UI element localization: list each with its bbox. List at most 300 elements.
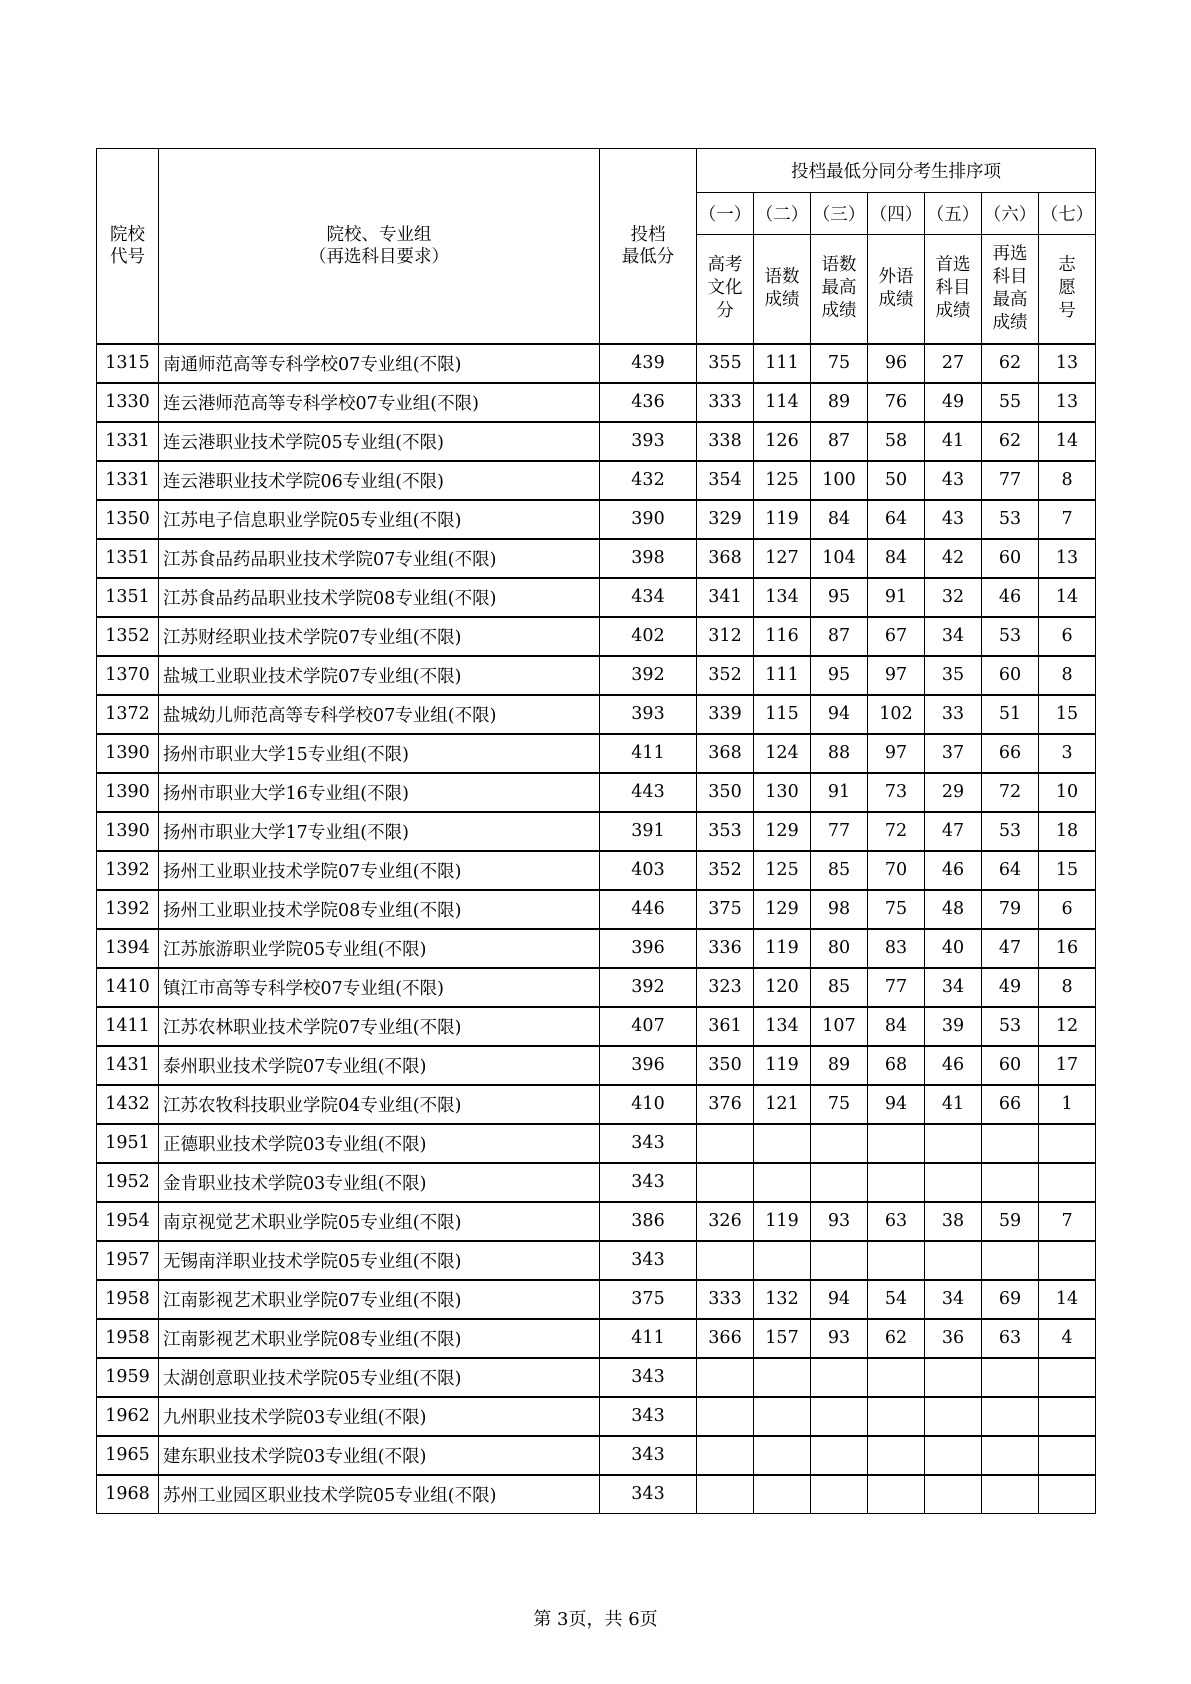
chinese-math-score-cell [754, 1475, 811, 1514]
school-code-cell: 1330 [97, 383, 159, 422]
min-score-cell: 343 [600, 1241, 697, 1280]
school-code-cell: 1957 [97, 1241, 159, 1280]
second-subject-max-cell: 66 [982, 734, 1039, 773]
second-subject-max-cell: 53 [982, 500, 1039, 539]
culture-score-cell: 368 [697, 539, 754, 578]
first-subject-score-cell: 49 [925, 383, 982, 422]
table-row [97, 1202, 1096, 1241]
school-group-name-cell: 盐城工业职业技术学院07专业组(不限) [159, 656, 600, 695]
culture-score-cell [697, 1436, 754, 1475]
chinese-math-max-cell: 75 [811, 1085, 868, 1124]
school-group-name-cell: 扬州工业职业技术学院08专业组(不限) [159, 890, 600, 929]
table-row [97, 1397, 1096, 1436]
table-row [97, 539, 1096, 578]
second-subject-max-cell: 62 [982, 422, 1039, 461]
page-number: 第 3页，共 6页 [533, 1609, 658, 1630]
foreign-language-score-cell: 68 [868, 1046, 925, 1085]
chinese-math-max-cell [811, 1163, 868, 1202]
school-code-cell: 1390 [97, 734, 159, 773]
choice-number-cell: 13 [1039, 539, 1096, 578]
school-code-cell: 1410 [97, 968, 159, 1007]
second-subject-max-cell [982, 1163, 1039, 1202]
min-score-cell: 392 [600, 656, 697, 695]
chinese-math-max-cell: 94 [811, 695, 868, 734]
school-group-name-cell: 扬州市职业大学17专业组(不限) [159, 812, 600, 851]
foreign-language-score-cell: 102 [868, 695, 925, 734]
table-row [97, 1319, 1096, 1358]
table-row [97, 383, 1096, 422]
min-score-cell: 343 [600, 1124, 697, 1163]
culture-score-cell: 354 [697, 461, 754, 500]
choice-number-cell: 14 [1039, 422, 1096, 461]
school-code-cell: 1370 [97, 656, 159, 695]
chinese-math-score-cell: 129 [754, 812, 811, 851]
school-code-cell: 1390 [97, 773, 159, 812]
code-header: 院校 代号 [97, 149, 159, 344]
chinese-math-max-cell: 88 [811, 734, 868, 773]
item-label: 志 愿 号 [1039, 235, 1096, 344]
chinese-math-score-cell: 129 [754, 890, 811, 929]
culture-score-cell [697, 1124, 754, 1163]
culture-score-cell: 339 [697, 695, 754, 734]
table-row [97, 500, 1096, 539]
first-subject-score-cell: 42 [925, 539, 982, 578]
table-row [97, 929, 1096, 968]
first-subject-score-cell: 40 [925, 929, 982, 968]
school-group-name-cell: 盐城幼儿师范高等专科学校07专业组(不限) [159, 695, 600, 734]
choice-number-cell: 13 [1039, 383, 1096, 422]
foreign-language-score-cell: 72 [868, 812, 925, 851]
school-group-name-cell: 九州职业技术学院03专业组(不限) [159, 1397, 600, 1436]
choice-number-cell: 16 [1039, 929, 1096, 968]
second-subject-max-cell: 51 [982, 695, 1039, 734]
table-row [97, 773, 1096, 812]
chinese-math-max-cell: 87 [811, 422, 868, 461]
second-subject-max-cell: 46 [982, 578, 1039, 617]
chinese-math-max-cell: 98 [811, 890, 868, 929]
school-group-name-cell: 南京视觉艺术职业学院05专业组(不限) [159, 1202, 600, 1241]
culture-score-cell: 350 [697, 773, 754, 812]
school-group-name-cell: 江苏食品药品职业技术学院07专业组(不限) [159, 539, 600, 578]
choice-number-cell: 17 [1039, 1046, 1096, 1085]
choice-number-cell: 14 [1039, 578, 1096, 617]
foreign-language-score-cell [868, 1163, 925, 1202]
table-row [97, 734, 1096, 773]
foreign-language-score-cell [868, 1358, 925, 1397]
item-label: 再选 科目 最高 成绩 [982, 235, 1039, 344]
first-subject-score-cell: 37 [925, 734, 982, 773]
foreign-language-score-cell: 62 [868, 1319, 925, 1358]
table-row [97, 422, 1096, 461]
first-subject-score-cell: 38 [925, 1202, 982, 1241]
culture-score-cell: 329 [697, 500, 754, 539]
chinese-math-score-cell: 130 [754, 773, 811, 812]
chinese-math-max-cell: 93 [811, 1319, 868, 1358]
chinese-math-max-cell [811, 1358, 868, 1397]
school-code-cell: 1392 [97, 851, 159, 890]
chinese-math-max-cell: 89 [811, 1046, 868, 1085]
order-label: （二） [754, 193, 811, 235]
min-score-cell: 398 [600, 539, 697, 578]
chinese-math-max-cell [811, 1241, 868, 1280]
min-score-cell: 439 [600, 344, 697, 383]
chinese-math-max-cell: 85 [811, 851, 868, 890]
chinese-math-max-cell: 104 [811, 539, 868, 578]
chinese-math-score-cell: 111 [754, 656, 811, 695]
choice-number-cell: 6 [1039, 617, 1096, 656]
foreign-language-score-cell [868, 1436, 925, 1475]
table-row [97, 656, 1096, 695]
second-subject-max-cell: 63 [982, 1319, 1039, 1358]
order-label: （五） [925, 193, 982, 235]
culture-score-cell: 368 [697, 734, 754, 773]
table-row [97, 695, 1096, 734]
culture-score-cell: 341 [697, 578, 754, 617]
foreign-language-score-cell: 77 [868, 968, 925, 1007]
school-group-name-cell: 江苏旅游职业学院05专业组(不限) [159, 929, 600, 968]
school-group-name-cell: 江苏财经职业技术学院07专业组(不限) [159, 617, 600, 656]
table-row [97, 1436, 1096, 1475]
table-body [97, 344, 1096, 1514]
school-group-name-cell: 苏州工业园区职业技术学院05专业组(不限) [159, 1475, 600, 1514]
choice-number-cell: 14 [1039, 1280, 1096, 1319]
school-code-cell: 1952 [97, 1163, 159, 1202]
chinese-math-max-cell [811, 1475, 868, 1514]
culture-score-cell: 338 [697, 422, 754, 461]
choice-number-cell [1039, 1436, 1096, 1475]
min-score-cell: 402 [600, 617, 697, 656]
school-group-name-cell: 扬州市职业大学15专业组(不限) [159, 734, 600, 773]
table-row [97, 1124, 1096, 1163]
chinese-math-score-cell [754, 1163, 811, 1202]
chinese-math-score-cell: 116 [754, 617, 811, 656]
foreign-language-score-cell: 96 [868, 344, 925, 383]
school-group-name-cell: 江苏农林职业技术学院07专业组(不限) [159, 1007, 600, 1046]
first-subject-score-cell: 32 [925, 578, 982, 617]
min-score-cell: 443 [600, 773, 697, 812]
school-group-name-cell: 南通师范高等专科学校07专业组(不限) [159, 344, 600, 383]
school-code-cell: 1965 [97, 1436, 159, 1475]
choice-number-cell: 12 [1039, 1007, 1096, 1046]
school-code-cell: 1372 [97, 695, 159, 734]
chinese-math-score-cell: 119 [754, 929, 811, 968]
min-score-cell: 343 [600, 1436, 697, 1475]
choice-number-cell: 4 [1039, 1319, 1096, 1358]
chinese-math-score-cell: 127 [754, 539, 811, 578]
school-group-name-cell: 江苏农牧科技职业学院04专业组(不限) [159, 1085, 600, 1124]
table-row [97, 344, 1096, 383]
culture-score-cell: 353 [697, 812, 754, 851]
chinese-math-score-cell: 119 [754, 500, 811, 539]
school-group-name-cell: 江苏食品药品职业技术学院08专业组(不限) [159, 578, 600, 617]
item-label: 高考 文化 分 [697, 235, 754, 344]
chinese-math-max-cell: 94 [811, 1280, 868, 1319]
first-subject-score-cell: 29 [925, 773, 982, 812]
min-score-cell: 410 [600, 1085, 697, 1124]
choice-number-cell: 18 [1039, 812, 1096, 851]
school-group-name-cell: 连云港师范高等专科学校07专业组(不限) [159, 383, 600, 422]
culture-score-cell: 375 [697, 890, 754, 929]
choice-number-cell [1039, 1241, 1096, 1280]
school-code-cell: 1962 [97, 1397, 159, 1436]
second-subject-max-cell [982, 1397, 1039, 1436]
choice-number-cell: 6 [1039, 890, 1096, 929]
first-subject-score-cell: 46 [925, 1046, 982, 1085]
ranking-header: 投档最低分同分考生排序项 [697, 149, 1096, 193]
school-group-name-cell: 扬州市职业大学16专业组(不限) [159, 773, 600, 812]
school-code-cell: 1352 [97, 617, 159, 656]
foreign-language-score-cell: 83 [868, 929, 925, 968]
chinese-math-max-cell: 93 [811, 1202, 868, 1241]
second-subject-max-cell: 53 [982, 1007, 1039, 1046]
first-subject-score-cell: 47 [925, 812, 982, 851]
item-label: 语数 成绩 [754, 235, 811, 344]
school-code-cell: 1954 [97, 1202, 159, 1241]
second-subject-max-cell: 69 [982, 1280, 1039, 1319]
chinese-math-max-cell: 75 [811, 344, 868, 383]
table-row [97, 1241, 1096, 1280]
chinese-math-max-cell: 77 [811, 812, 868, 851]
school-group-name-cell: 泰州职业技术学院07专业组(不限) [159, 1046, 600, 1085]
min-score-cell: 343 [600, 1163, 697, 1202]
min-score-cell: 432 [600, 461, 697, 500]
chinese-math-max-cell: 95 [811, 578, 868, 617]
choice-number-cell: 7 [1039, 1202, 1096, 1241]
item-label: 语数 最高 成绩 [811, 235, 868, 344]
school-code-cell: 1315 [97, 344, 159, 383]
school-code-cell: 1411 [97, 1007, 159, 1046]
chinese-math-score-cell: 119 [754, 1202, 811, 1241]
school-group-name-cell: 江南影视艺术职业学院07专业组(不限) [159, 1280, 600, 1319]
second-subject-max-cell [982, 1475, 1039, 1514]
chinese-math-score-cell [754, 1436, 811, 1475]
school-code-cell: 1351 [97, 539, 159, 578]
first-subject-score-cell: 35 [925, 656, 982, 695]
min-score-cell: 392 [600, 968, 697, 1007]
school-code-cell: 1959 [97, 1358, 159, 1397]
table-row [97, 851, 1096, 890]
second-subject-max-cell: 60 [982, 1046, 1039, 1085]
item-label: 外语 成绩 [868, 235, 925, 344]
foreign-language-score-cell: 97 [868, 734, 925, 773]
school-code-cell: 1951 [97, 1124, 159, 1163]
choice-number-cell [1039, 1124, 1096, 1163]
culture-score-cell: 336 [697, 929, 754, 968]
order-label: （三） [811, 193, 868, 235]
order-label: （六） [982, 193, 1039, 235]
item-label: 首选 科目 成绩 [925, 235, 982, 344]
table-row [97, 968, 1096, 1007]
choice-number-cell: 15 [1039, 851, 1096, 890]
foreign-language-score-cell: 64 [868, 500, 925, 539]
foreign-language-score-cell: 63 [868, 1202, 925, 1241]
first-subject-score-cell: 27 [925, 344, 982, 383]
chinese-math-score-cell: 114 [754, 383, 811, 422]
second-subject-max-cell: 47 [982, 929, 1039, 968]
school-code-cell: 1350 [97, 500, 159, 539]
second-subject-max-cell: 79 [982, 890, 1039, 929]
culture-score-cell: 361 [697, 1007, 754, 1046]
choice-number-cell [1039, 1397, 1096, 1436]
table-row [97, 1358, 1096, 1397]
min-score-cell: 396 [600, 1046, 697, 1085]
min-score-cell: 436 [600, 383, 697, 422]
culture-score-cell: 352 [697, 656, 754, 695]
choice-number-cell: 7 [1039, 500, 1096, 539]
choice-number-cell: 3 [1039, 734, 1096, 773]
min-score-cell: 391 [600, 812, 697, 851]
chinese-math-max-cell [811, 1436, 868, 1475]
min-score-cell: 386 [600, 1202, 697, 1241]
first-subject-score-cell [925, 1241, 982, 1280]
first-subject-score-cell: 46 [925, 851, 982, 890]
first-subject-score-cell: 34 [925, 617, 982, 656]
first-subject-score-cell [925, 1358, 982, 1397]
choice-number-cell: 8 [1039, 461, 1096, 500]
table-row [97, 1046, 1096, 1085]
foreign-language-score-cell: 54 [868, 1280, 925, 1319]
choice-number-cell [1039, 1358, 1096, 1397]
culture-score-cell: 352 [697, 851, 754, 890]
chinese-math-score-cell: 132 [754, 1280, 811, 1319]
choice-number-cell: 8 [1039, 656, 1096, 695]
order-label: （一） [697, 193, 754, 235]
first-subject-score-cell: 43 [925, 500, 982, 539]
second-subject-max-cell: 66 [982, 1085, 1039, 1124]
chinese-math-score-cell: 111 [754, 344, 811, 383]
table-row [97, 578, 1096, 617]
school-group-name-cell: 连云港职业技术学院05专业组(不限) [159, 422, 600, 461]
school-code-cell: 1958 [97, 1280, 159, 1319]
second-subject-max-cell [982, 1241, 1039, 1280]
chinese-math-max-cell [811, 1397, 868, 1436]
foreign-language-score-cell: 67 [868, 617, 925, 656]
min-score-cell: 393 [600, 695, 697, 734]
school-group-name-cell: 太湖创意职业技术学院05专业组(不限) [159, 1358, 600, 1397]
chinese-math-max-cell [811, 1124, 868, 1163]
chinese-math-max-cell: 84 [811, 500, 868, 539]
first-subject-score-cell [925, 1436, 982, 1475]
table-row [97, 1085, 1096, 1124]
min-score-cell: 396 [600, 929, 697, 968]
school-code-cell: 1331 [97, 461, 159, 500]
school-group-name-cell: 正德职业技术学院03专业组(不限) [159, 1124, 600, 1163]
admission-score-table [96, 148, 1096, 1514]
school-group-name-cell: 无锡南洋职业技术学院05专业组(不限) [159, 1241, 600, 1280]
school-code-cell: 1392 [97, 890, 159, 929]
school-group-name-cell: 建东职业技术学院03专业组(不限) [159, 1436, 600, 1475]
foreign-language-score-cell [868, 1241, 925, 1280]
culture-score-cell: 355 [697, 344, 754, 383]
first-subject-score-cell: 43 [925, 461, 982, 500]
school-code-cell: 1432 [97, 1085, 159, 1124]
culture-score-cell [697, 1397, 754, 1436]
chinese-math-max-cell: 91 [811, 773, 868, 812]
foreign-language-score-cell: 84 [868, 539, 925, 578]
order-label: （四） [868, 193, 925, 235]
min-score-header: 投档 最低分 [600, 149, 697, 344]
culture-score-cell: 312 [697, 617, 754, 656]
chinese-math-score-cell: 121 [754, 1085, 811, 1124]
culture-score-cell: 326 [697, 1202, 754, 1241]
min-score-cell: 375 [600, 1280, 697, 1319]
choice-number-cell [1039, 1475, 1096, 1514]
chinese-math-max-cell: 80 [811, 929, 868, 968]
min-score-cell: 390 [600, 500, 697, 539]
school-code-cell: 1394 [97, 929, 159, 968]
culture-score-cell [697, 1241, 754, 1280]
school-group-name-cell: 连云港职业技术学院06专业组(不限) [159, 461, 600, 500]
first-subject-score-cell [925, 1475, 982, 1514]
second-subject-max-cell: 59 [982, 1202, 1039, 1241]
min-score-cell: 343 [600, 1397, 697, 1436]
culture-score-cell: 366 [697, 1319, 754, 1358]
chinese-math-score-cell: 134 [754, 1007, 811, 1046]
foreign-language-score-cell: 91 [868, 578, 925, 617]
chinese-math-max-cell: 100 [811, 461, 868, 500]
second-subject-max-cell: 49 [982, 968, 1039, 1007]
first-subject-score-cell: 41 [925, 1085, 982, 1124]
culture-score-cell: 323 [697, 968, 754, 1007]
first-subject-score-cell [925, 1124, 982, 1163]
foreign-language-score-cell: 58 [868, 422, 925, 461]
culture-score-cell: 376 [697, 1085, 754, 1124]
culture-score-cell: 333 [697, 1280, 754, 1319]
table-row [97, 461, 1096, 500]
choice-number-cell: 13 [1039, 344, 1096, 383]
first-subject-score-cell: 41 [925, 422, 982, 461]
chinese-math-score-cell: 126 [754, 422, 811, 461]
school-group-name-cell: 金肯职业技术学院03专业组(不限) [159, 1163, 600, 1202]
table-row [97, 1007, 1096, 1046]
second-subject-max-cell: 77 [982, 461, 1039, 500]
table-row [97, 812, 1096, 851]
second-subject-max-cell: 53 [982, 617, 1039, 656]
first-subject-score-cell: 34 [925, 968, 982, 1007]
table-row [97, 617, 1096, 656]
first-subject-score-cell: 36 [925, 1319, 982, 1358]
chinese-math-score-cell: 124 [754, 734, 811, 773]
chinese-math-max-cell: 85 [811, 968, 868, 1007]
school-code-cell: 1958 [97, 1319, 159, 1358]
order-label: （七） [1039, 193, 1096, 235]
school-code-cell: 1331 [97, 422, 159, 461]
culture-score-cell: 350 [697, 1046, 754, 1085]
table-row [97, 1280, 1096, 1319]
school-group-name-cell: 扬州工业职业技术学院07专业组(不限) [159, 851, 600, 890]
table-header [97, 149, 1096, 344]
first-subject-score-cell: 39 [925, 1007, 982, 1046]
choice-number-cell [1039, 1163, 1096, 1202]
min-score-cell: 343 [600, 1358, 697, 1397]
foreign-language-score-cell: 75 [868, 890, 925, 929]
chinese-math-score-cell [754, 1124, 811, 1163]
chinese-math-score-cell: 119 [754, 1046, 811, 1085]
chinese-math-score-cell: 125 [754, 851, 811, 890]
second-subject-max-cell [982, 1124, 1039, 1163]
min-score-cell: 411 [600, 1319, 697, 1358]
second-subject-max-cell: 55 [982, 383, 1039, 422]
min-score-cell: 411 [600, 734, 697, 773]
min-score-cell: 343 [600, 1475, 697, 1514]
foreign-language-score-cell: 50 [868, 461, 925, 500]
table-row [97, 890, 1096, 929]
foreign-language-score-cell [868, 1397, 925, 1436]
chinese-math-score-cell [754, 1397, 811, 1436]
min-score-cell: 403 [600, 851, 697, 890]
second-subject-max-cell: 53 [982, 812, 1039, 851]
chinese-math-max-cell: 89 [811, 383, 868, 422]
